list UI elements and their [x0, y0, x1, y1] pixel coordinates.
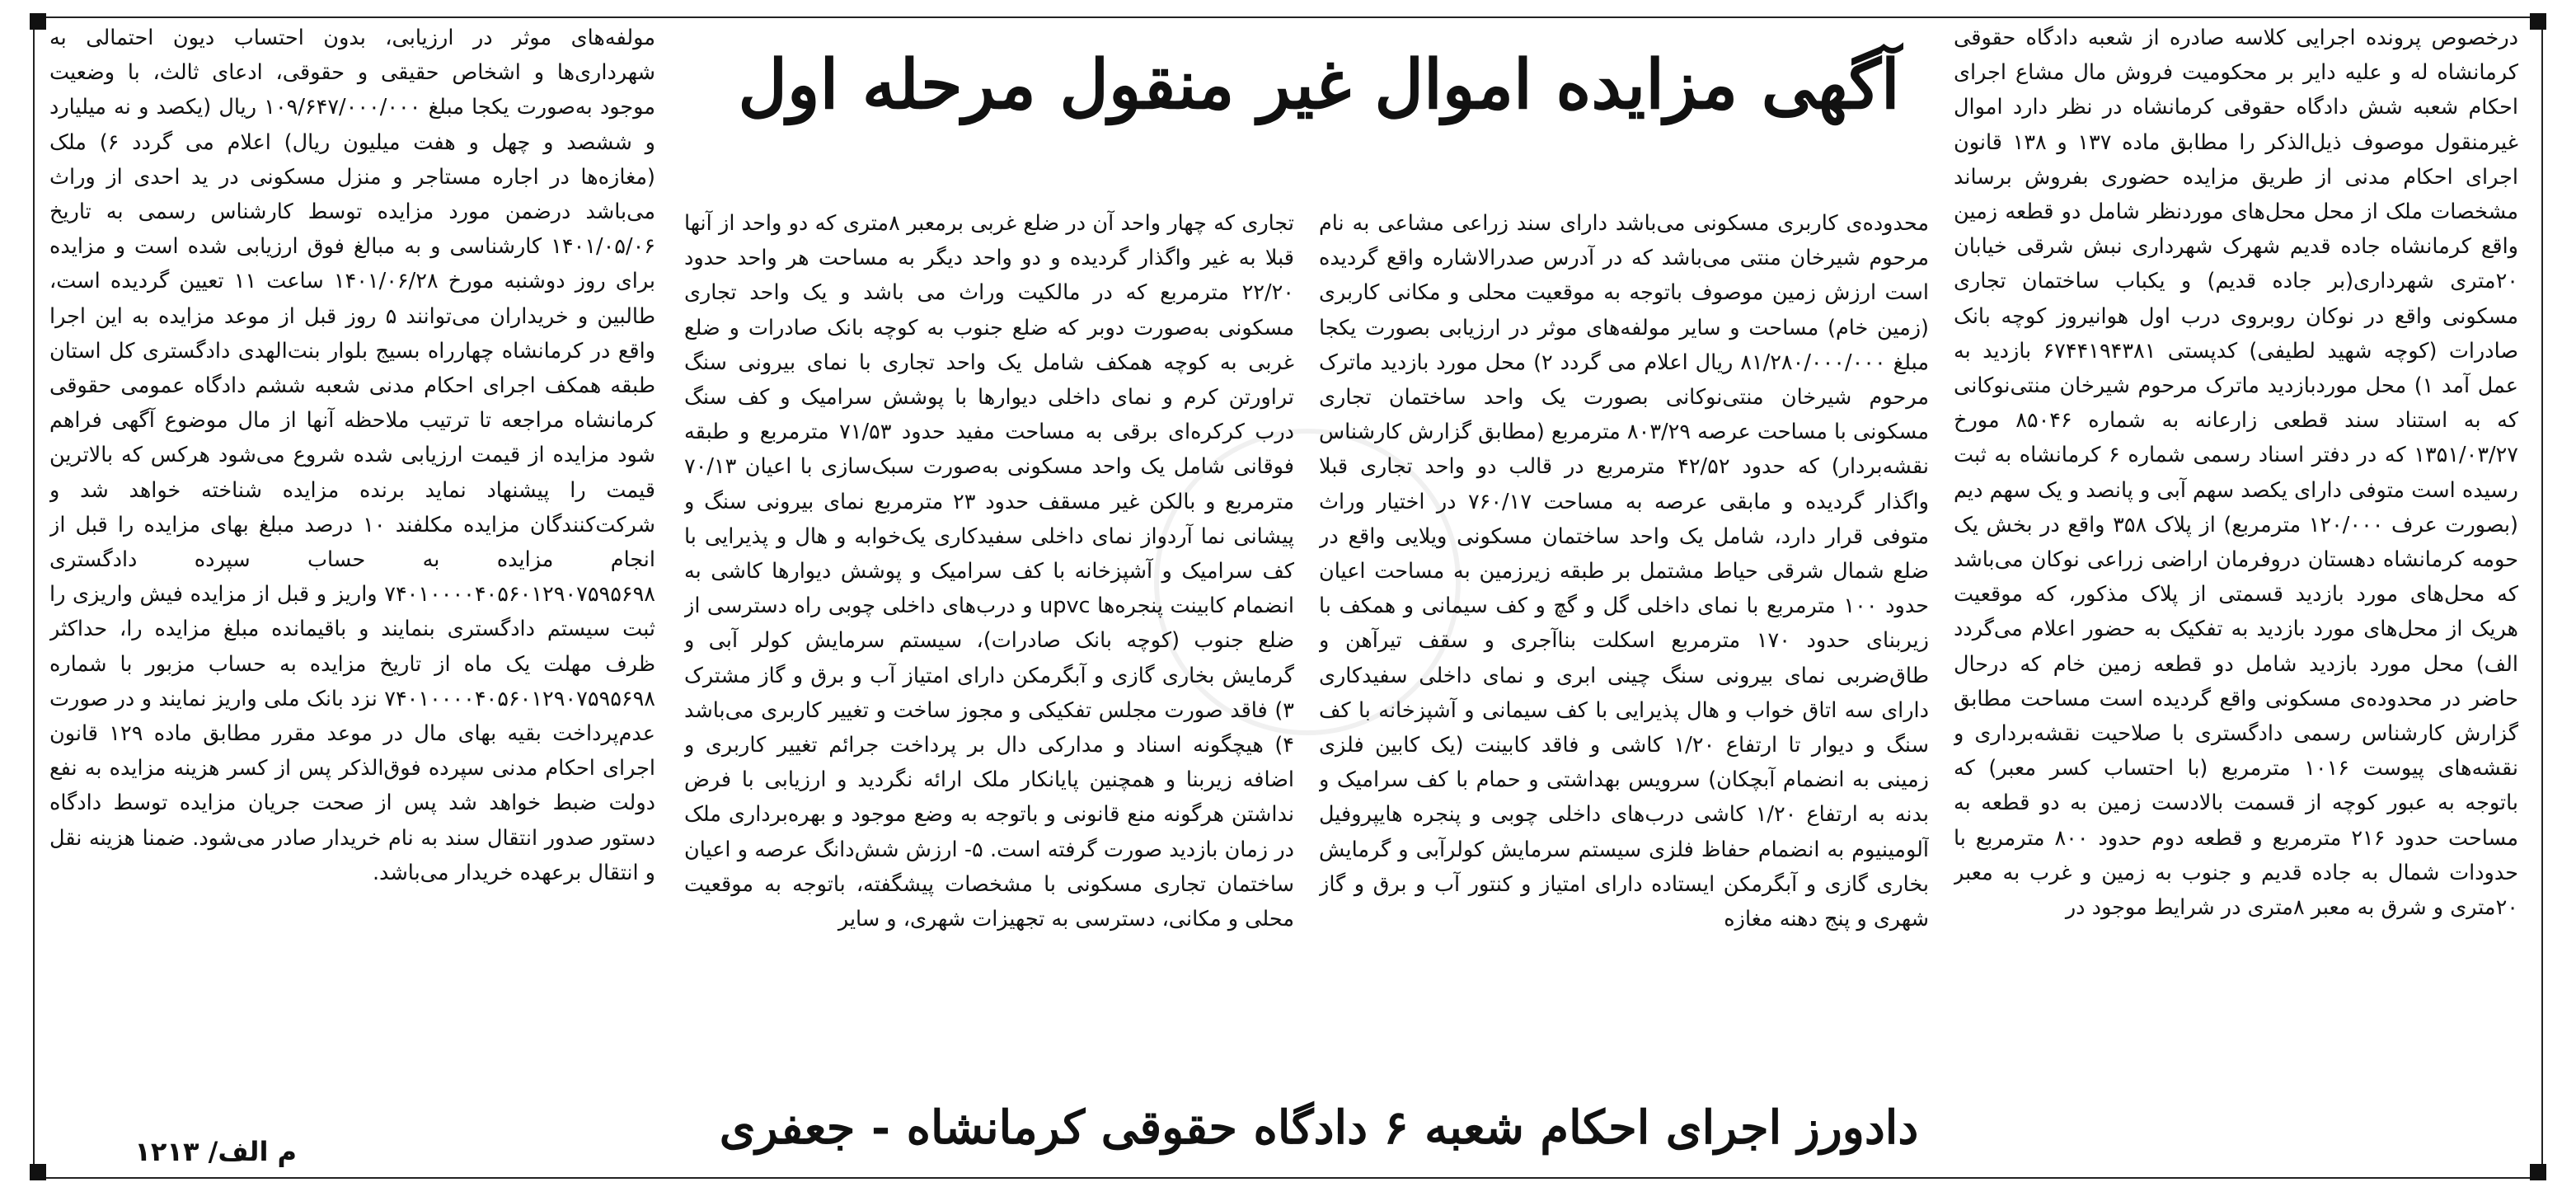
notice-title: آگهی مزایده اموال غیر منقول مرحله اول: [738, 45, 1900, 124]
text-column-3: تجاری که چهار واحد آن در ضلع غربی برمعبر ۸متری که دو واحد از آنها قبلا به غیر واگذار گردیده و دو واحد دیگر به مساحت هر واحد حدود ۲۲/۲۰ مترمربع که در مالکیت وراث می باشد و یک واحد تجاری مسکونی به‌صورت دوبر که ضلع جنوب به کوچه بانک صادرات و ضلع غربی به کوچه همکف شامل یک واحد تجاری با نمای بیرونی سنگ تراورتن کرم و نمای داخلی دیوارها با پوشش سرامیک و کف سنگ درب کرکره‌ای برقی به مساحت مفید حدود ۷۱/۵۳ مترمربع و طبقه فوقانی شامل یک واحد مسکونی به‌صورت سبک‌سازی با اعیان ۷۰/۱۳ مترمربع و بالکن غیر مسقف حدود ۲۳ مترمربع نمای بیرونی سنگ و پیشانی نما آردواز نمای داخلی سفیدکاری یک‌خوابه و هال و پذیرایی با کف سرامیک و آشپزخانه با کف سرامیک و پوشش دیوارها کاشی به انضمام کابینت پنجره‌ها upvc و درب‌های داخلی چوبی راه دسترسی از ضلع جنوب (کوچه بانک صادرات)، سیستم سرمایش کولر آبی و گرمایش بخاری گازی و آبگرمکن دارای امتیاز آب و برق و گاز مشترک ۳) فاقد صورت مجلس تفکیکی و مجوز ساخت و تغییر کاربری می‌باشد ۴) هیچگونه اسناد و مدارکی دال بر پرداخت جرائم تغییر کاربری و اضافه زیربنا و همچنین پایانکار ملک ارائه نگردید و ارزیابی با فرض نداشتن هرگونه منع قانونی و باتوجه به وضع موجود و بهره‌برداری ملک در زمان بازدید صورت گرفته است. ۵- ارزش شش‌دانگ عرصه و اعیان ساختمان تجاری مسکونی با مشخصات پیشگفته، باتوجه به موقعیت محلی و مکانی، دسترسی به تجهیزات شهری، و سایر: [684, 211, 1294, 932]
text-column-4: مولفه‌های موثر در ارزیابی، بدون احتساب دیون احتمالی به شهرداری‌ها و اشخاص حقیقی و حقوقی، ادعای ثالث، با وضعیت موجود به‌صورت یکجا مبلغ ۱۰۹/۶۴۷/۰۰۰/۰۰۰ ریال (یکصد و نه میلیارد و ششصد و چهل و هفت میلیون ریال) اعلام می گردد ۶) ملک (مغازه‌ها در اجاره مستاجر و منزل مسکونی در ید احدی از وراث می‌باشد درضمن مورد مزایده توسط کارشناس رسمی به تاریخ ۱۴۰۱/۰۵/۰۶ کارشناسی و به مبالغ فوق ارزیابی شده است و مزایده برای روز دوشنبه مورخ ۱۴۰۱/۰۶/۲۸ ساعت ۱۱ تعیین گردیده است، طالبین و خریداران می‌توانند ۵ روز قبل از موعد مزایده به این اجرا واقع در کرمانشاه چهارراه بسیج بلوار بنت‌الهدی دادگستری کل استان طبقه همکف اجرای احکام مدنی شعبه ششم دادگاه عمومی حقوقی کرمانشاه مراجعه تا ترتیب ملاحظه آنها از مال موضوع آگهی فراهم شود مزایده از قیمت ارزیابی شده شروع می‌شود هرکس که بالاترین قیمت را پیشنهاد نماید برنده مزایده شناخته خواهد شد و شرکت‌کنندگان مزایده مکلفند ۱۰ درصد مبلغ بهای مزایده را قبل از انجام مزایده به حساب سپرده دادگستری ۷۴۰۱۰۰۰۰۴۰۵۶۰۱۲۹۰۷۵۹۵۶۹۸ واریز و قبل از مزایده فیش واریزی را ثبت سیستم دادگستری بنمایند و باقیمانده مبلغ مزایده را، حداکثر ظرف مهلت یک ماه از تاریخ مزایده به حساب مزبور با شماره ۷۴۰۱۰۰۰۰۴۰۵۶۰۱۲۹۰۷۵۹۵۶۹۸ نزد بانک ملی واریز نمایند و در صورت عدم‌پرداخت بقیه بهای مال در موعد مقرر مطابق ماده ۱۲۹ قانون اجرای احکام مدنی سپرده فوق‌الذکر پس از کسر هزینه مزایده به نفع دولت ضبط خواهد شد پس از صحت جریان مزایده توسط دادگاه دستور صدور انتقال سند به نام خریدار صادر می‌شود. ضمنا هزینه نقل و انتقال برعهده خریدار می‌باشد.: [49, 26, 655, 885]
corner-mark: [30, 1164, 46, 1180]
text-column-2: محدوده‌ی کاربری مسکونی می‌باشد دارای سند زراعی مشاعی به نام مرحوم شیرخان منتی می‌باشد که در آدرس صدرالاشاره واقع گردیده است ارزش زمین موصوف باتوجه به موقعیت محلی و مکانی کاربری (زمین خام) مساحت و سایر مولفه‌های موثر در ارزیابی بصورت یکجا مبلغ ۸۱/۲۸۰/۰۰۰/۰۰۰ ریال اعلام می گردد ۲) محل مورد بازدید ماترک مرحوم شیرخان منتی‌نوکانی بصورت یک واحد ساختمان تجاری مسکونی با مساحت عرصه ۸۰۳/۲۹ مترمربع (مطابق گزارش کارشناس نقشه‌بردار) که حدود ۴۲/۵۲ مترمربع در قالب دو واحد تجاری قبلا واگذار گردیده و مابقی عرصه به مساحت ۷۶۰/۱۷ در اختیار وراث متوفی قرار دارد، شامل یک واحد ساختمان مسکونی ویلایی واقع در ضلع شمال شرقی حیاط مشتمل بر طبقه زیرزمین به مساحت اعیان حدود ۱۰۰ مترمربع با نمای داخلی گل و گچ و کف سیمانی و همکف با زیربنای حدود ۱۷۰ مترمربع اسکلت بناآجری و سقف تیرآهن و طاق‌ضربی نمای بیرونی سنگ چینی ابری و نمای داخلی سفیدکاری دارای سه اتاق خواب و هال پذیرایی با کف سیمانی و آشپزخانه با کف سنگ و دیوار تا ارتفاع ۱/۲۰ کاشی و فاقد کابینت (یک کابین فلزی زمینی به انضمام آبچکان) سرویس بهداشتی و حمام با کف سرامیک و بدنه به ارتفاع ۱/۲۰ کاشی درب‌های داخلی چوبی و پنجره هایپروفیل آلومینیوم به انضمام حفاظ فلزی سیستم سرمایش کولرآبی و گرمایش بخاری گازی و آبگرمکن ایستاده دارای امتیاز و کنتور آب و برق و گاز شهری و پنج دهنه مغازه: [1319, 211, 1929, 932]
corner-mark: [30, 13, 46, 30]
notice-code: م الف/ ۱۲۱۳: [134, 1136, 297, 1167]
signature-line: دادورز اجرای احکام شعبه ۶ دادگاه حقوقی کرمانشاه - جعفری: [719, 1100, 1919, 1155]
corner-mark: [2530, 13, 2546, 30]
corner-mark: [2530, 1164, 2546, 1180]
text-column-1: درخصوص پرونده اجرایی کلاسه صادره از شعبه دادگاه حقوقی کرمانشاه له و علیه دایر بر محکومیت فروش مال مشاع اجرای احکام شعبه شش دادگاه حقوقی کرمانشاه در نظر دارد اموال غیرمنقول موصوف ذیل‌الذکر را مطابق ماده ۱۳۷ و ۱۳۸ قانون اجرای احکام مدنی از طریق مزایده حضوری بفروش برساند مشخصات ملک از محل محل‌های موردنظر شامل دو قطعه زمین واقع کرمانشاه جاده قدیم شهرک شهرداری نبش شرقی خیابان ۲۰متری شهرداری(بر جاده قدیم) و یکباب ساختمان تجاری مسکونی واقع در نوکان روبروی درب اول هوانیروز کوچه بانک صادرات (کوچه شهید لطیفی) کدپستی ۶۷۴۴۱۹۴۳۸۱ بازدید به عمل آمد ۱) محل موردبازدید ماترک مرحوم شیرخان منتی‌نوکانی که به استناد سند قطعی زارعانه به شماره ۸۵۰۴۶ مورخ ۱۳۵۱/۰۳/۲۷ که در دفتر اسناد رسمی شماره ۶ کرمانشاه به ثبت رسیده است متوفی دارای یکصد سهم آبی و پانصد و یک سهم دیم (بصورت عرف ۱۲۰/۰۰۰ مترمربع) از پلاک ۳۵۸ واقع در بخش یک حومه کرمانشاه دهستان دروفرمان اراضی زراعی نوکان می‌باشد که محل‌های مورد بازدید قسمتی از پلاک مذکور، که موقعیت هریک از محل‌های مورد بازدید به تفکیک به حضور اعلام می‌گردد الف) محل مورد بازدید شامل دو قطعه زمین خام که درحال حاضر در محدوده‌ی مسکونی واقع گردیده است مساحت مطابق گزارش کارشناس رسمی دادگستری با صلاحیت نقشه‌برداری و نقشه‌های پیوست ۱۰۱۶ مترمربع (با احتساب کسر معبر) که باتوجه به عبور کوچه از قسمت بالادست زمین به دو قطعه به مساحت حدود ۲۱۶ مترمربع و قطعه دوم حدود ۸۰۰ مترمربع با حدودات شمال به جاده قدیم و جنوب به زمین و غرب به معبر ۲۰متری و شرق به معبر ۸متری در شرایط موجود در: [1954, 26, 2518, 921]
